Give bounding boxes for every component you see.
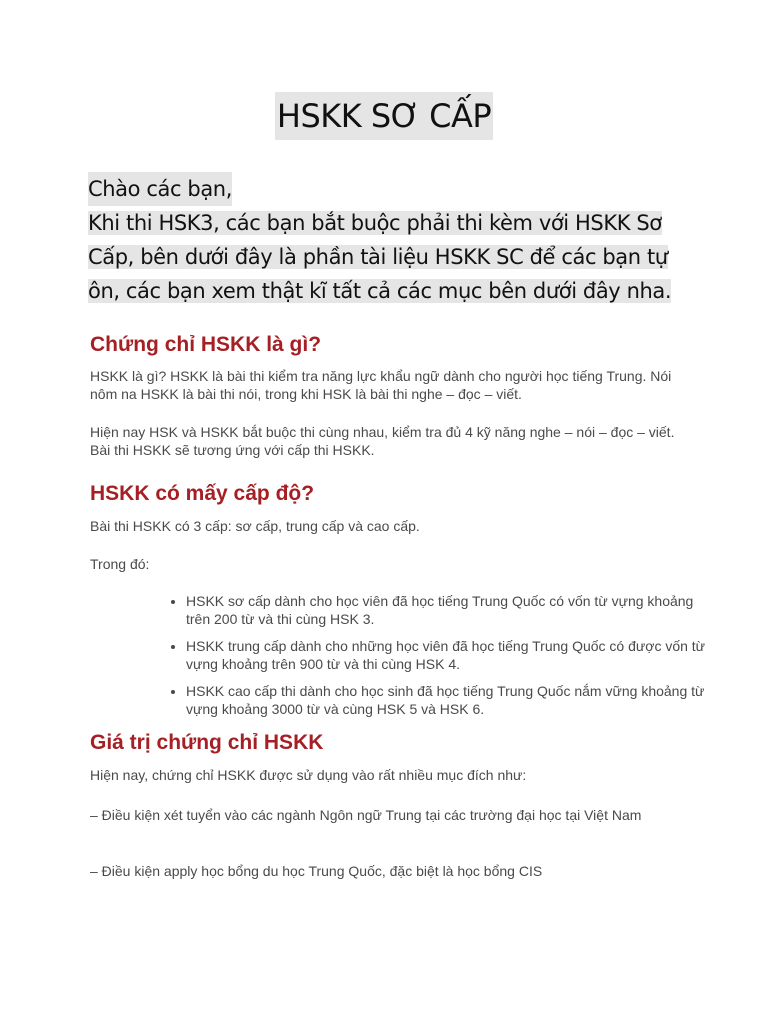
- list-item: • HSKK trung cấp dành cho những học viên đã học tiếng Trung Quốc có được vốn từ vựng khoảng trên 900 từ và thi cùng HSK 4.: [186, 637, 706, 673]
- paragraph: Trong đó:: [90, 556, 150, 572]
- list-item: • HSKK cao cấp thi dành cho học sinh đã học tiếng Trung Quốc nắm vững khoảng từ vựng khoảng 3000 từ và cùng HSK 5 và HSK 6.: [186, 682, 706, 718]
- paragraph: HSKK là gì? HSKK là bài thi kiểm tra năng lực khẩu ngữ dành cho người học tiếng Trung. Nói nôm na HSKK là bài thi nói, trong khi HSK là bài thi nghe – đọc – viết.: [90, 368, 672, 402]
- section-heading-certificate-value: Giá trị chứng chỉ HSKK: [90, 731, 324, 754]
- section-heading-hskk-levels: HSKK có mấy cấp độ?: [90, 482, 315, 505]
- intro-greeting: Chào các bạn,: [88, 172, 232, 206]
- paragraph: Hiện nay, chứng chỉ HSKK được sử dụng vào rất nhiều mục đích như:: [90, 767, 527, 783]
- levels-list: [164, 592, 706, 727]
- page-title: HSKK SƠ CẤP: [275, 92, 493, 140]
- paragraph: Bài thi HSKK có 3 cấp: sơ cấp, trung cấp và cao cấp.: [90, 518, 420, 534]
- intro-body: Khi thi HSK3, các bạn bắt buộc phải thi kèm với HSKK Sơ Cấp, bên dưới đây là phần tài liệu HSKK SC để các bạn tự ôn, các bạn xem thật kĩ tất cả các mục bên dưới đây nha.: [88, 211, 672, 303]
- section-heading-what-is-hskk: Chứng chỉ HSKK là gì?: [90, 333, 322, 356]
- paragraph: – Điều kiện apply học bổng du học Trung Quốc, đặc biệt là học bổng CIS: [90, 863, 543, 879]
- paragraph: – Điều kiện xét tuyển vào các ngành Ngôn ngữ Trung tại các trường đại học tại Việt Nam: [90, 807, 642, 823]
- paragraph: Hiện nay HSK và HSKK bắt buộc thi cùng nhau, kiểm tra đủ 4 kỹ năng nghe – nói – đọc – viết. Bài thi HSKK sẽ tương ứng với cấp thi HSKK.: [90, 424, 675, 458]
- title-container: [0, 92, 768, 140]
- list-item: • HSKK sơ cấp dành cho học viên đã học tiếng Trung Quốc có vốn từ vựng khoảng trên 200 từ và thi cùng HSK 3.: [186, 592, 706, 628]
- intro-block: [88, 172, 688, 308]
